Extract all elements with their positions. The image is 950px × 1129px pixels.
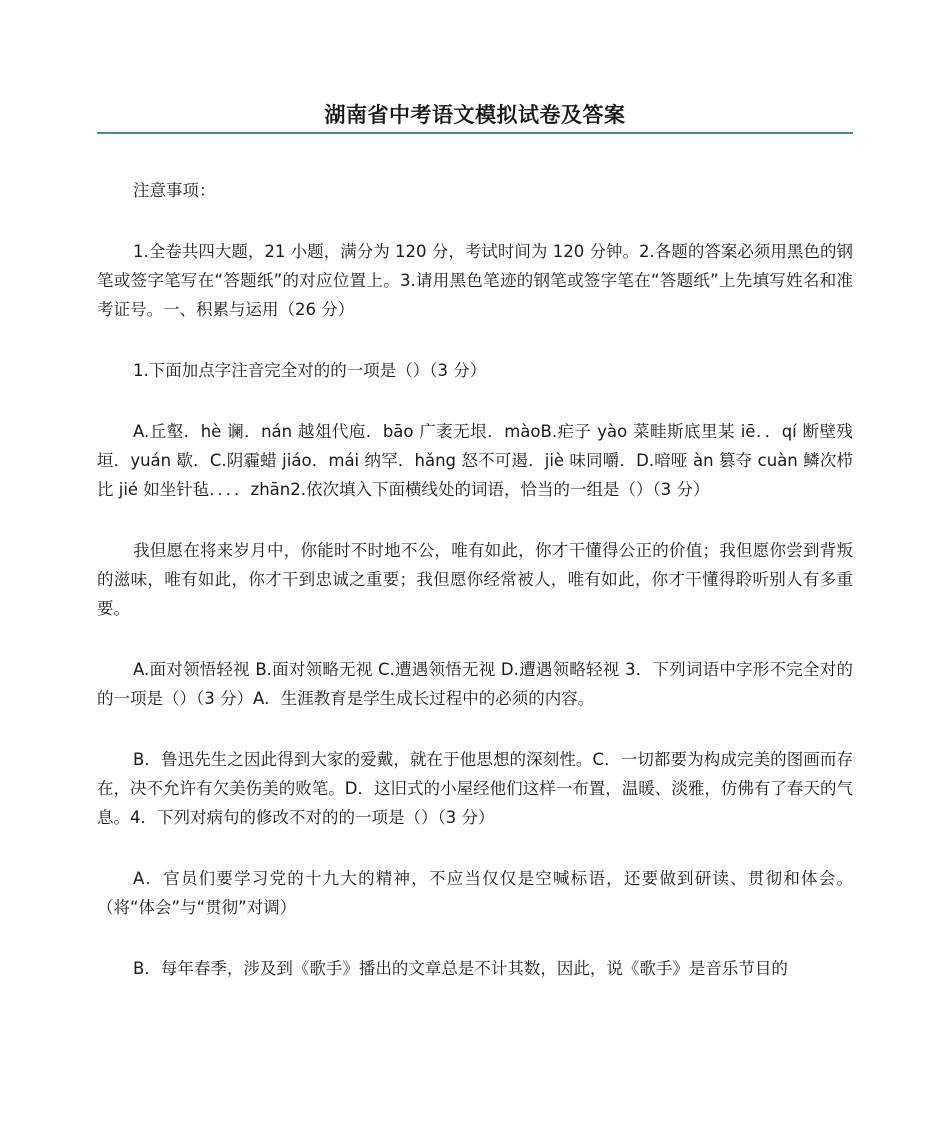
paragraph-question-1: 1.下面加点字注音完全对的的一项是（）（3 分）	[133, 361, 487, 380]
paragraph-question-2-3-options: A.面对领悟轻视 B.面对领略无视 C.遭遇领悟无视 D.遭遇领略轻视 3．下列词语中字形不完全对的的一项是（）（3 分）A．生涯教育是学生成长过程中的必须的内容。	[97, 660, 853, 708]
notice-heading: 注意事项：	[133, 181, 216, 200]
document-page	[97, 0, 853, 983]
title-underline	[97, 132, 853, 134]
paragraph-question-4-option-b: B．每年春季，涉及到《歌手》播出的文章总是不计其数，因此，说《歌手》是音乐节目的	[133, 959, 788, 978]
paragraph-question-3-options: B．鲁迅先生之因此得到大家的爱戴，就在于他思想的深刻性。C．一切都要为构成完美的图画而存在，决不允许有欠美伤美的败笔。D．这旧式的小屋经他们这样一布置，温暖、淡雅，仿佛有了春天的气息。4．下列对病句的修改不对的的一项是（）（3 分）	[97, 750, 853, 827]
paragraph-instructions: 1.全卷共四大题，21 小题，满分为 120 分，考试时间为 120 分钟。2.各题的答案必须用黑色的钢笔或签字笔写在“答题纸”的对应位置上。3.请用黑色笔迹的钢笔或签字笔在“答题纸”上先填写姓名和准考证号。一、积累与运用（26 分）	[97, 242, 853, 319]
page-title: 湖南省中考语文模拟试卷及答案	[324, 103, 626, 127]
paragraph-question-1-options: A.丘壑．hè 谰．nán 越俎代庖．bāo 广袤无垠．màoB.疟子 yào 菜畦斯底里某 iē．．qí 断壁残垣．yuán 歇．C.阴霾蜡 jiáo．mái 纳罕．hǎng 怒不可遏．jiè 味同嚼．D.喑哑 àn 篡夺 cuàn 鳞次栉比 jié 如坐针毡．．．．zhān2.依次填入下面横线处的词语，恰当的一组是（）（3 分）	[97, 422, 853, 499]
paragraph-question-4-option-a: A．官员们要学习党的十九大的精神，不应当仅仅是空喊标语，还要做到研读、贯彻和体会。（将“体会”与“贯彻”对调）	[97, 869, 853, 917]
paragraph-passage: 我但愿在将来岁月中，你能时不时地不公，唯有如此，你才干懂得公正的价值；我但愿你尝到背叛的滋味，唯有如此，你才干到忠诚之重要；我但愿你经常被人，唯有如此，你才干懂得聆听别人有多重要。	[97, 541, 853, 618]
